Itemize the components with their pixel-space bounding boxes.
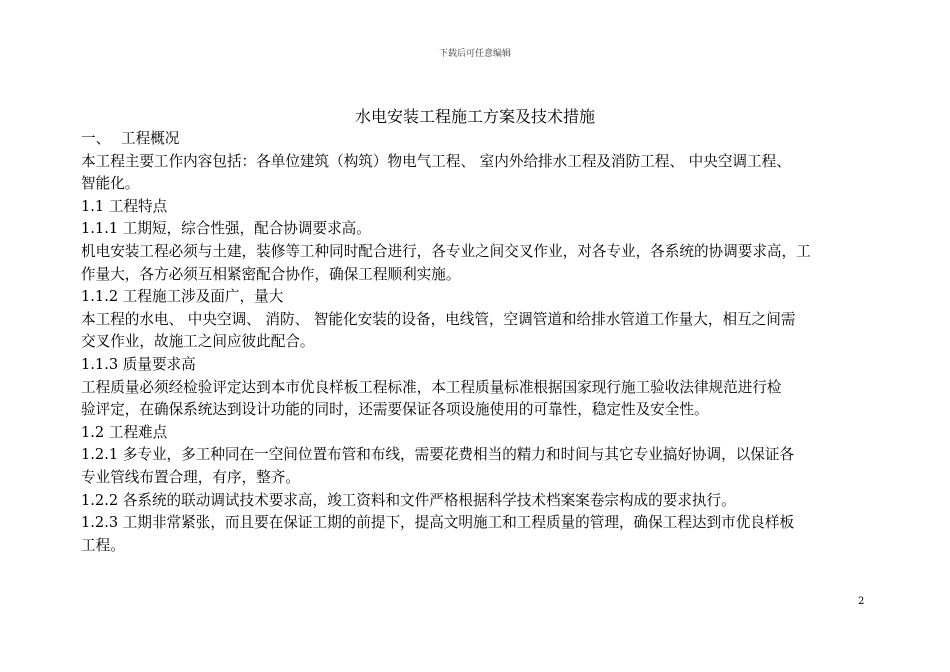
body-line: 本工程主要工作内容包括：各单位建筑（构筑）物电气工程、 室内外给排水工程及消防工程、 中央空调工程、 [81, 152, 791, 170]
header-note: 下载后可任意编辑 [438, 49, 511, 59]
subsection-heading: 1.2 工程难点 [81, 423, 168, 441]
body-line: 机电安装工程必须与土建，装修等工种同时配合进行，各专业之间交叉作业，对各专业，各系统的协调要求高，工 [81, 242, 811, 260]
subsection-heading: 1.1 工程特点 [81, 197, 168, 215]
body-line: 工程质量必须经检验评定达到本市优良样板工程标准，本工程质量标准根据国家现行施工验收法律规范进行检 [81, 378, 782, 396]
document-body [81, 128, 871, 557]
body-line: 验评定，在确保系统达到设计功能的同时，还需要保证各项设施使用的可靠性，稳定性及安全性。 [81, 401, 709, 419]
document-title: 水电安装工程施工方案及技术措施 [354, 107, 595, 126]
subsection-heading: 1.1.3 质量要求高 [81, 355, 196, 373]
section-heading-text: 工程概况 [121, 130, 180, 147]
body-line: 作量大，各方必须互相紧密配合协作，确保工程顺利实施。 [81, 265, 461, 283]
subsection-heading: 1.1.1 工期短，综合性强，配合协调要求高。 [81, 220, 371, 238]
section-heading [81, 128, 871, 151]
page-number: 2 [858, 596, 865, 607]
body-line: 智能化。 [81, 175, 140, 193]
body-line: 1.2.2 各系统的联动调试技术要求高，竣工资料和文件严格根据科学技术档案案卷宗构成的要求执行。 [81, 491, 736, 509]
body-line: 1.2.3 工期非常紧张，而且要在保证工期的前提下，提高文明施工和工程质量的管理，确保工程达到市优良样板 [81, 514, 795, 532]
body-line: 交叉作业，故施工之间应彼此配合。 [81, 333, 315, 351]
body-line: 工程。 [81, 536, 125, 554]
section-marker: 一、 [81, 130, 111, 147]
body-line: 本工程的水电、 中央空调、 消防、 智能化安装的设备，电线管，空调管道和给排水管道工作量大，相互之间需 [81, 310, 796, 328]
body-line: 1.2.1 多专业，多工种同在一空间位置布管和布线，需要花费相当的精力和时间与其它专业搞好协调，以保证各 [81, 446, 795, 464]
subsection-heading: 1.1.2 工程施工涉及面广，量大 [81, 288, 284, 306]
body-line: 专业管线布置合理，有序，整齐。 [81, 468, 300, 486]
